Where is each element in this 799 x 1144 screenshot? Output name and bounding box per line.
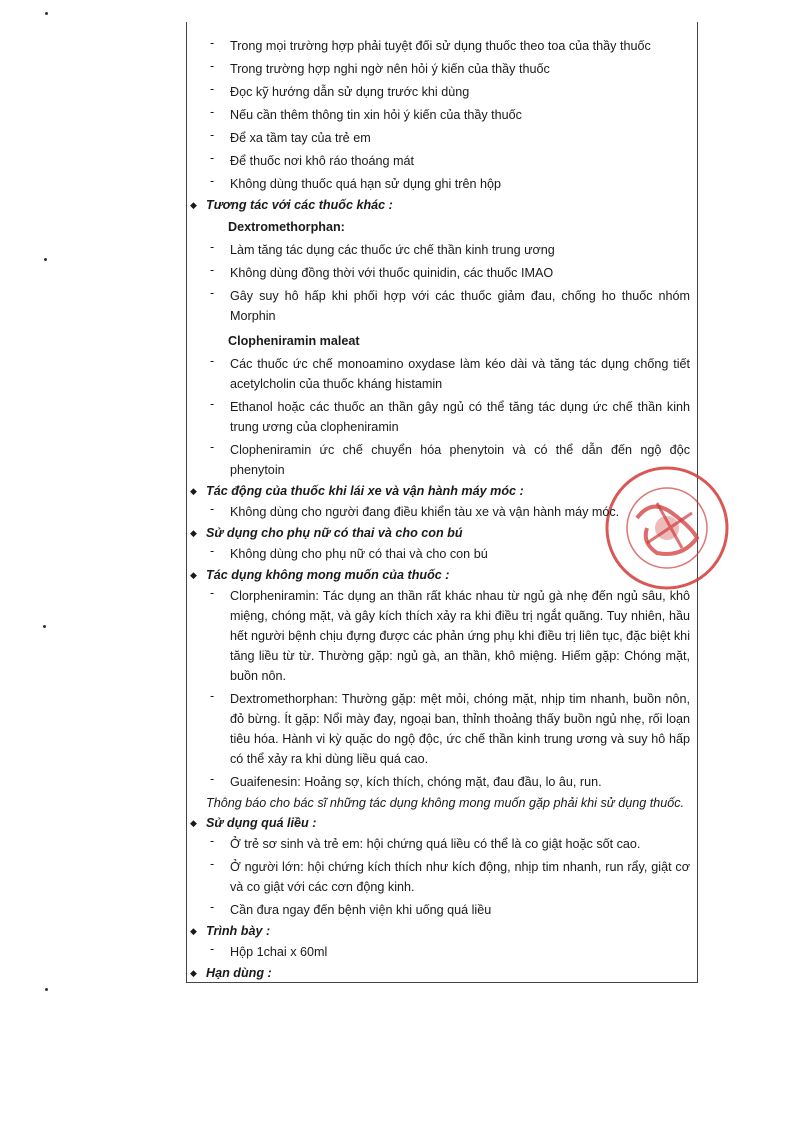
diamond-bullet-icon: ◆ — [190, 485, 197, 496]
dash-bullet-icon: - — [210, 105, 215, 119]
list-item-text: Không dùng thuốc quá hạn sử dụng ghi trên hộp — [230, 177, 502, 191]
list-item-text: Không dùng cho phụ nữ có thai và cho con bú — [230, 547, 488, 561]
pregnancy-heading: Sử dụng cho phụ nữ có thai và cho con bú — [206, 526, 463, 540]
scan-speck — [43, 625, 46, 628]
interactions-heading: Tương tác với các thuốc khác : — [206, 198, 393, 212]
list-item — [190, 502, 690, 522]
dash-bullet-icon: - — [210, 151, 215, 165]
list-item — [190, 59, 690, 79]
dash-bullet-icon: - — [210, 544, 215, 558]
dash-bullet-icon: - — [210, 900, 215, 914]
list-item-text: Ở trẻ sơ sinh và trẻ em: hội chứng quá liều có thể là co giật hoặc sốt cao. — [230, 837, 641, 851]
dash-bullet-icon: - — [210, 942, 215, 956]
dash-bullet-icon: - — [210, 82, 215, 96]
diamond-bullet-icon: ◆ — [190, 199, 197, 210]
list-item-text: Clorpheniramin: Tác dụng an thần rất khác nhau từ ngủ gà nhẹ đến ngủ sâu, khô miệng, chóng mặt, và gây kích thích xảy ra khi điều trị ngắt quãng. Tuy nhiên, hầu hết người bệnh chịu đựng được các phản ứng phụ khi điều trị liên tục, đặc biệt khi tăng liều từ từ. Thường gặp: ngủ gà, an thần, khô miệng. Hiếm gặp: Chóng mặt, buồn nôn. — [230, 589, 690, 683]
list-item-text: Không dùng đồng thời với thuốc quinidin, các thuốc IMAO — [230, 266, 554, 280]
list-item — [190, 105, 690, 125]
list-item-text: Nếu cần thêm thông tin xin hỏi ý kiến của thầy thuốc — [230, 108, 522, 122]
presentation-list — [190, 942, 690, 962]
list-item — [190, 586, 690, 686]
list-item-text: Để thuốc nơi khô ráo thoáng mát — [230, 154, 414, 168]
expiry-heading: Hạn dùng : — [206, 966, 272, 980]
list-item-text: Dextromethorphan: Thường gặp: mệt mỏi, chóng mặt, nhịp tim nhanh, buồn nôn, đỏ bừng. Ít gặp: Nổi mày đay, ngoại ban, thỉnh thoảng thấy buồn ngủ nhẹ, rối loạn tiêu hóa. Hành vi kỳ quặc do ngộ độc, ức chế thần kinh trung ương và suy hô hấp có thể xảy ra khi dùng liều quá cao. — [230, 692, 690, 766]
warnings-list — [190, 36, 690, 194]
dash-bullet-icon: - — [210, 240, 215, 254]
list-item-text: Đọc kỹ hướng dẫn sử dụng trước khi dùng — [230, 85, 470, 99]
list-item — [190, 36, 690, 56]
section-heading — [190, 484, 690, 498]
dextromethorphan-list — [190, 240, 690, 326]
overdose-heading: Sử dụng quá liều : — [206, 816, 317, 830]
list-item — [190, 263, 690, 283]
list-item-text: Để xa tầm tay của trẻ em — [230, 131, 371, 145]
overdose-list — [190, 834, 690, 920]
dash-bullet-icon: - — [210, 174, 215, 188]
dash-bullet-icon: - — [210, 128, 215, 142]
list-item — [190, 354, 690, 394]
leaflet-content — [190, 33, 690, 984]
section-heading — [190, 924, 690, 938]
diamond-bullet-icon: ◆ — [190, 527, 197, 538]
list-item — [190, 82, 690, 102]
scan-speck — [45, 12, 48, 15]
section-heading — [190, 198, 690, 212]
dash-bullet-icon: - — [210, 586, 215, 600]
side-effects-heading: Tác dụng không mong muốn của thuốc : — [206, 568, 450, 582]
dash-bullet-icon: - — [210, 502, 215, 516]
scan-speck — [44, 258, 47, 261]
clopheniramin-list — [190, 354, 690, 480]
list-item — [190, 440, 690, 480]
list-item-text: Làm tăng tác dụng các thuốc ức chế thần kinh trung ương — [230, 243, 555, 257]
dash-bullet-icon: - — [210, 59, 215, 73]
list-item-text: Clopheniramin ức chế chuyển hóa phenytoin và có thể dẫn đến ngộ độc phenytoin — [230, 443, 690, 477]
diamond-bullet-icon: ◆ — [190, 817, 197, 828]
side-effects-list — [190, 586, 690, 792]
pregnancy-list — [190, 544, 690, 564]
list-item-text: Hộp 1chai x 60ml — [230, 945, 328, 959]
list-item-text: Ở người lớn: hội chứng kích thích như kích động, nhịp tim nhanh, run rẩy, giật cơ và co giật với các cơn động kinh. — [230, 860, 690, 894]
dash-bullet-icon: - — [210, 689, 215, 703]
list-item-text: Gây suy hô hấp khi phối hợp với các thuốc giảm đau, chống ho thuốc nhóm Morphin — [230, 289, 690, 323]
driving-list — [190, 502, 690, 522]
section-heading — [190, 816, 690, 830]
list-item-text: Guaifenesin: Hoảng sợ, kích thích, chóng mặt, đau đầu, lo âu, run. — [230, 775, 602, 789]
list-item — [190, 174, 690, 194]
list-item — [190, 240, 690, 260]
list-item — [190, 834, 690, 854]
section-heading — [190, 966, 690, 980]
list-item-text: Ethanol hoặc các thuốc an thần gây ngủ có thể tăng tác dụng ức chế thần kinh trung ương của clopheniramin — [230, 400, 690, 434]
diamond-bullet-icon: ◆ — [190, 569, 197, 580]
list-item — [190, 544, 690, 564]
dash-bullet-icon: - — [210, 772, 215, 786]
list-item-text: Các thuốc ức chế monoamino oxydase làm kéo dài và tăng tác dụng chống tiết acetylcholin của thuốc kháng histamin — [230, 357, 690, 391]
list-item — [190, 397, 690, 437]
dash-bullet-icon: - — [210, 857, 215, 871]
dash-bullet-icon: - — [210, 834, 215, 848]
list-item — [190, 151, 690, 171]
diamond-bullet-icon: ◆ — [190, 925, 197, 936]
list-item-text: Trong trường hợp nghi ngờ nên hỏi ý kiến của thầy thuốc — [230, 62, 550, 76]
dash-bullet-icon: - — [210, 36, 215, 50]
list-item — [190, 689, 690, 769]
dash-bullet-icon: - — [210, 286, 215, 300]
dash-bullet-icon: - — [210, 397, 215, 411]
list-item-text: Cần đưa ngay đến bệnh viện khi uống quá liều — [230, 903, 492, 917]
section-heading — [190, 568, 690, 582]
driving-heading: Tác động của thuốc khi lái xe và vận hành máy móc : — [206, 484, 524, 498]
scan-speck — [45, 988, 48, 991]
presentation-heading: Trình bày : — [206, 924, 271, 938]
list-item — [190, 128, 690, 148]
list-item-text: Trong mọi trường hợp phải tuyệt đối sử dụng thuốc theo toa của thầy thuốc — [230, 39, 651, 53]
dextromethorphan-subheading: Dextromethorphan: — [228, 220, 345, 234]
dash-bullet-icon: - — [210, 263, 215, 277]
diamond-bullet-icon: ◆ — [190, 967, 197, 978]
section-heading — [190, 526, 690, 540]
list-item-text: Không dùng cho người đang điều khiển tàu xe và vận hành máy móc. — [230, 505, 620, 519]
list-item — [190, 942, 690, 962]
list-item — [190, 857, 690, 897]
dash-bullet-icon: - — [210, 354, 215, 368]
dash-bullet-icon: - — [210, 440, 215, 454]
side-effects-note: Thông báo cho bác sĩ những tác dụng không mong muốn gặp phải khi sử dụng thuốc. — [206, 796, 685, 810]
clopheniramin-subheading: Clopheniramin maleat — [228, 334, 360, 348]
list-item — [190, 900, 690, 920]
list-item — [190, 286, 690, 326]
list-item — [190, 772, 690, 792]
